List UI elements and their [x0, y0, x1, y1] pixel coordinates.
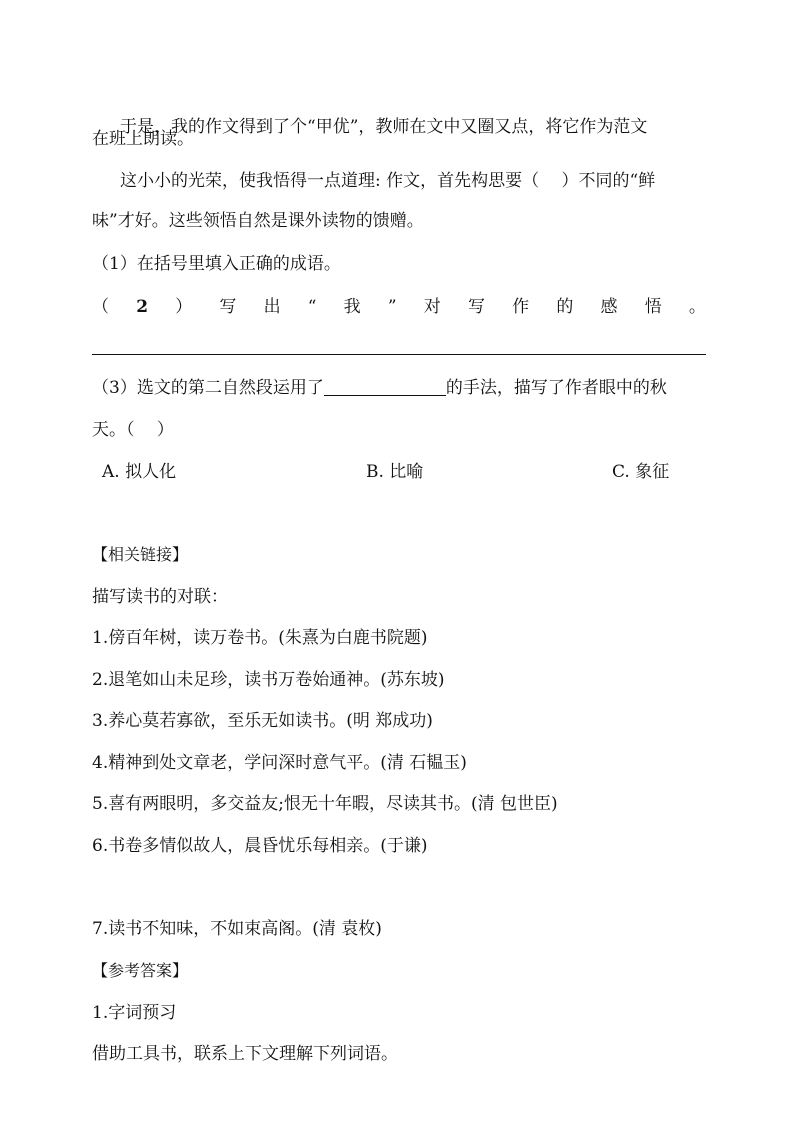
q3-after: 的手法，描写了作者眼中的秋 — [445, 378, 667, 398]
q2-char: ） — [175, 297, 193, 317]
q3-blank[interactable] — [324, 377, 446, 396]
q2-char: 。 — [688, 297, 706, 317]
couplet-item: 4.精神到处文章老，学问深时意气平。(清 石韫玉) — [92, 753, 467, 773]
q2-char: 作 — [512, 297, 530, 317]
q2-char: 出 — [263, 297, 281, 317]
q2-char: 写 — [219, 297, 237, 317]
q2-char: （ — [92, 297, 109, 317]
paragraph-1-line-1: 于是，我的作文得到了个“甲优”，教师在文中又圈又点，将它作为范文 — [120, 117, 648, 137]
q2-char: 悟 — [644, 297, 662, 317]
q2-char: 感 — [600, 297, 618, 317]
couplet-item: 5.喜有两眼明，多交益友;恨无十年暇，尽读其书。(清 包世臣) — [92, 794, 558, 814]
answers-item-1-desc: 借助工具书，联系上下文理解下列词语。 — [92, 1044, 398, 1064]
option-a: A. 拟人化 — [102, 462, 177, 482]
q2-char: 的 — [556, 297, 574, 317]
q2-char: 写 — [467, 297, 485, 317]
paragraph-1-line-2: 在班上朗读。 — [92, 129, 194, 149]
q3-before: （3）选文的第二自然段运用了 — [92, 378, 324, 398]
option-b: B. 比喻 — [366, 462, 424, 482]
paragraph-2-line-2: 味”才好。这些领悟自然是课外读物的馈赠。 — [92, 211, 424, 231]
couplet-item: 2.退笔如山未足珍，读书万卷始通神。(苏东坡) — [92, 670, 445, 690]
option-c: C. 象征 — [612, 462, 670, 482]
q2-char: 2 — [136, 297, 149, 317]
answers-title: 【参考答案】 — [92, 961, 189, 980]
answer-line — [92, 354, 706, 355]
couplet-item: 3.养心莫若寡欲，至乐无如读书。(明 郑成功) — [92, 711, 433, 731]
q2-char: 我 — [343, 297, 361, 317]
paragraph-2-line-1: 这小小的光荣，使我悟得一点道理: 作文，首先构思要（ ）不同的“鲜 — [120, 171, 656, 191]
question-1: （1）在括号里填入正确的成语。 — [92, 254, 341, 274]
couplet-item: 7.读书不知味，不如束高阁。(清 袁枚) — [92, 919, 382, 939]
q2-char: 对 — [423, 297, 441, 317]
question-3-line-1 — [92, 377, 667, 399]
couplet-item: 1.傍百年树，读万卷书。(朱熹为白鹿书院题) — [92, 628, 428, 648]
question-3-line-2: 天。（ ） — [92, 420, 174, 440]
related-title: 【相关链接】 — [92, 545, 189, 564]
q2-char: “ — [307, 297, 317, 317]
related-intro: 描写读书的对联： — [92, 587, 228, 607]
answers-item-1: 1.字词预习 — [92, 1003, 177, 1023]
couplet-item: 6.书卷多情似故人，晨昏忧乐每相亲。(于谦) — [92, 836, 428, 856]
question-2 — [92, 296, 706, 318]
q2-char: ” — [387, 297, 397, 317]
